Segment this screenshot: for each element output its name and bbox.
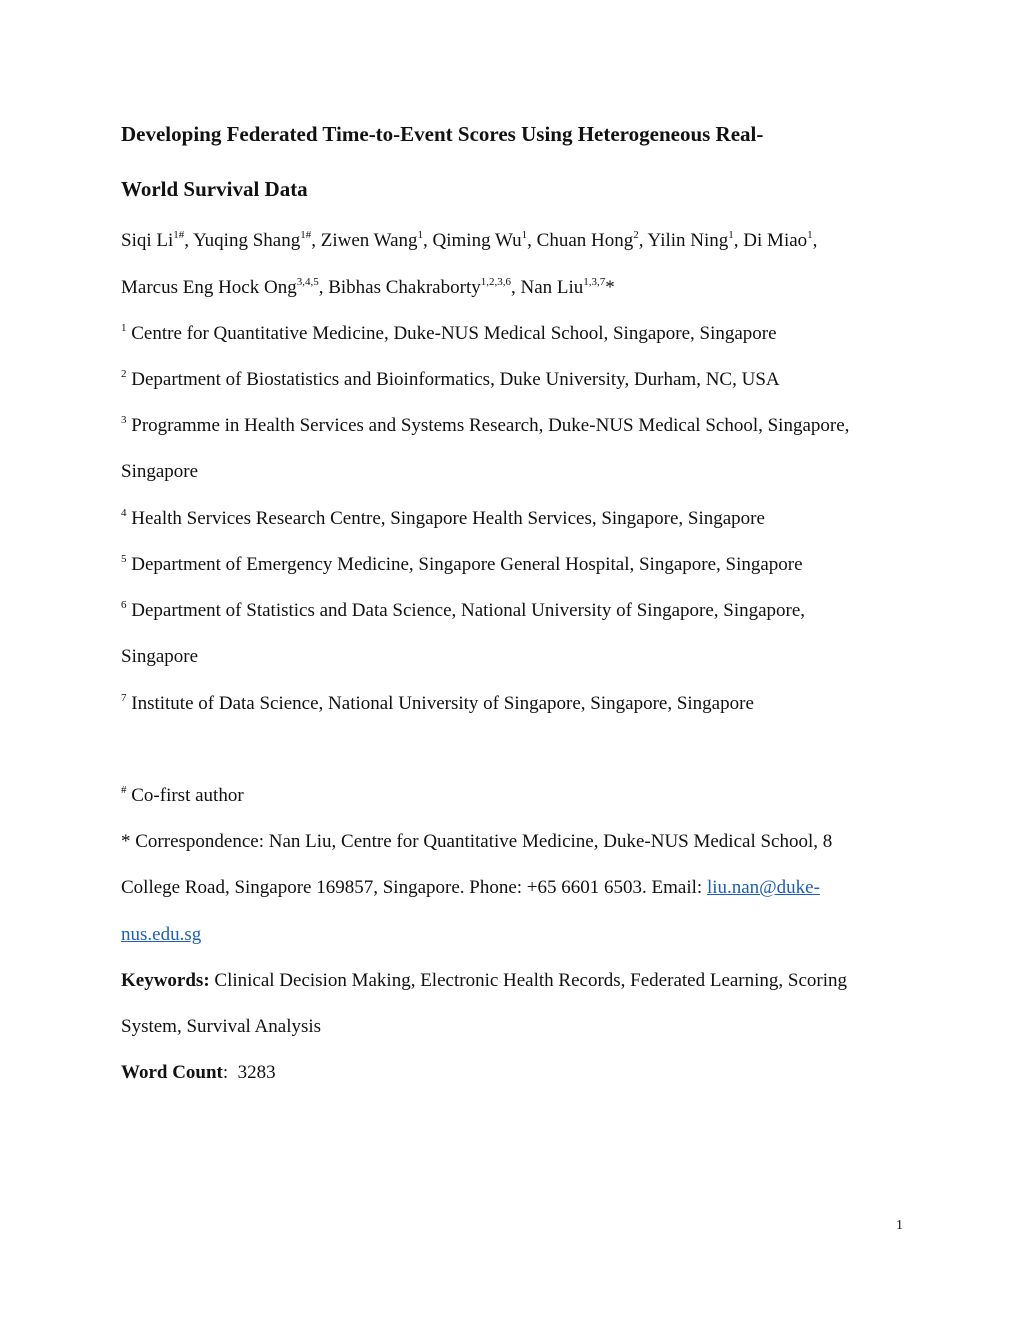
author-list-line-2: Marcus Eng Hock Ong$^{3,4,5}$, Bibhas Chakraborty$^{1,2,3,6}$, Nan Liu$^{1,3,7}$*	[121, 276, 615, 298]
correspondence-line-2	[121, 876, 820, 900]
word-count-separator: :	[222, 1062, 238, 1083]
keywords-label: Keywords:	[121, 970, 210, 991]
affiliation-6	[121, 599, 805, 623]
affiliation-number: 3	[121, 414, 127, 426]
affiliation-number: 1	[121, 322, 127, 334]
affiliation-text: Department of Emergency Medicine, Singapore General Hospital, Singapore, Singapore	[131, 554, 803, 575]
author-affiliation-sup: 1#	[300, 229, 312, 241]
affiliation-text: Department of Statistics and Data Science, National University of Singapore, Singapore,	[131, 600, 806, 621]
correspondence-address: College Road, Singapore 169857, Singapore. Phone: +65 6601 6503. Email:	[121, 877, 707, 898]
paper-title-line-2: World Survival Data	[121, 177, 308, 201]
affiliation-text: Department of Biostatistics and Bioinformatics, Duke University, Durham, NC, USA	[131, 369, 780, 390]
author-name: Siqi Li	[121, 230, 174, 251]
affiliation-number: 2	[121, 368, 127, 380]
author-name: Ziwen Wang	[320, 230, 418, 251]
affiliation-text: Programme in Health Services and Systems Research, Duke-NUS Medical School, Singapore,	[131, 415, 850, 436]
affiliation-6-continued: Singapore	[121, 646, 199, 667]
author-name: Yilin Ning	[647, 230, 729, 251]
affiliation-7	[121, 692, 754, 716]
author-affiliation-sup: 1	[807, 229, 813, 241]
author-affiliation-sup: 1,3,7	[583, 276, 606, 288]
author-affiliation-sup: 1,2,3,6	[480, 276, 511, 288]
correspondence-line-1: * Correspondence: Nan Liu, Centre for Quantitative Medicine, Duke-NUS Medical School, 8	[121, 831, 833, 852]
author-name: Bibhas Chakraborty	[328, 277, 481, 298]
affiliation-1	[121, 322, 777, 346]
affiliation-4	[121, 507, 765, 531]
author-name: Yuqing Shang	[193, 230, 301, 251]
word-count-value: 3283	[237, 1062, 276, 1083]
email-link-continued[interactable]: nus.edu.sg	[121, 924, 202, 945]
affiliation-3-continued: Singapore	[121, 461, 199, 482]
affiliation-2	[121, 368, 780, 392]
affiliation-text: Health Services Research Centre, Singapore Health Services, Singapore, Singapore	[131, 508, 765, 529]
co-first-text: Co-first author	[131, 785, 244, 806]
author-name: Qiming Wu	[432, 230, 522, 251]
affiliation-text: Institute of Data Science, National University of Singapore, Singapore, Singapore	[131, 693, 754, 714]
affiliation-3	[121, 414, 849, 438]
author-affiliation-sup: 1	[521, 229, 528, 241]
author-affiliation-sup: 1#	[173, 229, 185, 241]
paper-title-line-1: Developing Federated Time-to-Event Scores Using Heterogeneous Real-	[121, 122, 764, 146]
affiliation-5	[121, 553, 803, 577]
author-affiliation-sup: 3,4,5	[296, 276, 319, 288]
affiliation-number: 7	[121, 692, 127, 704]
email-link[interactable]: liu.nan@duke-	[706, 877, 820, 898]
correspondence-star: *	[605, 277, 615, 298]
affiliation-number: 6	[121, 599, 127, 611]
author-affiliation-sup: 2	[633, 229, 639, 241]
co-first-author-note	[121, 784, 244, 808]
keywords-text: Clinical Decision Making, Electronic Health Records, Federated Learning, Scoring	[209, 970, 848, 991]
author-name: Chuan Hong	[536, 230, 634, 251]
author-name: Marcus Eng Hock Ong	[121, 277, 297, 298]
affiliation-text: Centre for Quantitative Medicine, Duke-NUS Medical School, Singapore, Singapore	[131, 323, 777, 344]
page-number: 1	[896, 1218, 903, 1233]
keywords-line-1	[121, 969, 847, 993]
affiliation-number: 5	[121, 553, 127, 565]
word-count	[121, 1061, 276, 1085]
keywords-line-2: System, Survival Analysis	[121, 1016, 322, 1037]
affiliation-number: 4	[121, 507, 127, 519]
correspondence-line-3	[121, 923, 201, 947]
author-list-line-1: Siqi $Li^{1\#}$, Yuqing Shang$^{1\#}$, Ziwen Wang$^1$, Qiming Wu$^1$, Chuan Hong$^2$, Yilin Ning$^1$, Di Miao$^1$,	[121, 229, 818, 251]
author-affiliation-sup: 1	[728, 229, 734, 241]
author-name: Nan Liu	[520, 277, 584, 298]
author-name: Di Miao	[743, 230, 808, 251]
word-count-label: Word Count	[121, 1062, 223, 1083]
author-affiliation-sup: 1	[417, 229, 424, 241]
co-first-mark: #	[121, 784, 127, 796]
